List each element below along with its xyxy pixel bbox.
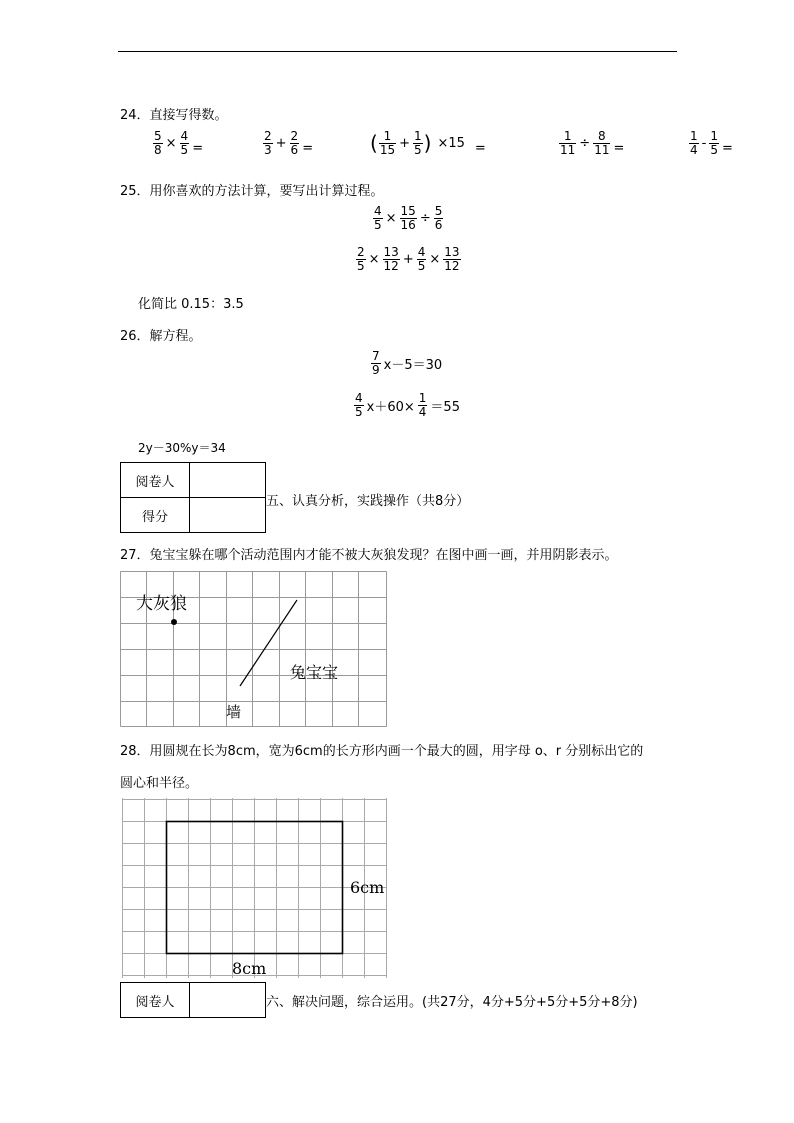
fraction: $\frac{4}{5}$ xyxy=(417,245,426,273)
wall-line xyxy=(240,600,297,686)
width-label: 8cm xyxy=(232,959,267,978)
fraction: $\frac{1}{5}$ xyxy=(414,129,422,157)
q25-title: 25．用你喜欢的方法计算，要写出计算过程。 xyxy=(120,184,384,199)
fraction: $\frac{1}{4}$ xyxy=(690,129,698,157)
fraction: $\frac{2}{3}$ xyxy=(264,129,272,157)
q24-item-1: $\frac{5}{8}$ × $\frac{4}{5}$ = xyxy=(154,129,204,157)
q25-expr-1: $\frac{4}{5}$ × $\frac{15}{16}$ ÷ $\frac{5}{6}$ xyxy=(374,204,443,232)
q28-grid-figure xyxy=(120,798,388,980)
q26-eq-3: 2y－30%y＝34 xyxy=(138,441,226,455)
fraction: $\frac{4}{5}$ xyxy=(355,391,363,419)
height-label: 6cm xyxy=(350,878,385,897)
q24-item-3: ( $\frac{1}{15}$ + $\frac{1}{5}$ ) ×15 = xyxy=(370,129,486,157)
q24-item-2: $\frac{2}{3}$ + $\frac{2}{6}$ = xyxy=(264,129,314,157)
q25-expr-2: $\frac{2}{5}$ × $\frac{13}{12}$ + $\frac{4}{5}$ × $\frac{13}{12}$ xyxy=(357,245,460,273)
reviewer-field xyxy=(190,983,266,1018)
q24-item-5: $\frac{1}{4}$ - $\frac{1}{5}$ = xyxy=(690,129,733,157)
score-box xyxy=(120,462,266,533)
fraction: $\frac{8}{11}$ xyxy=(594,129,610,157)
q28-title-line-2: 圆心和半径。 xyxy=(120,776,199,791)
fraction: $\frac{4}{5}$ xyxy=(374,204,382,232)
q24-title: 24．直接写得数。 xyxy=(120,108,228,123)
fraction: $\frac{1}{4}$ xyxy=(418,391,427,419)
score-label: 得分 xyxy=(121,498,190,533)
fraction: $\frac{5}{8}$ xyxy=(154,129,162,157)
q27-grid-figure xyxy=(120,571,388,727)
fraction: $\frac{15}{16}$ xyxy=(400,204,416,232)
q26-eq-2: $\frac{4}{5}$ x＋60× $\frac{1}{4}$ ＝55 xyxy=(355,391,460,419)
fraction: $\frac{13}{12}$ xyxy=(383,245,399,273)
fraction: $\frac{4}{5}$ xyxy=(180,129,189,157)
q26-title: 26．解方程。 xyxy=(120,329,202,344)
fraction: $\frac{13}{12}$ xyxy=(444,245,460,273)
score-field xyxy=(190,498,266,533)
reviewer-label: 阅卷人 xyxy=(121,463,190,498)
wolf-point xyxy=(171,619,177,625)
rabbit-label: 兔宝宝 xyxy=(290,663,339,682)
fraction: $\frac{1}{15}$ xyxy=(379,129,396,157)
fraction: $\frac{5}{6}$ xyxy=(434,204,443,232)
q27-title: 27．兔宝宝躲在哪个活动范围内才能不被大灰狼发现？在图中画一画，并用阴影表示。 xyxy=(120,548,618,563)
fraction: $\frac{2}{5}$ xyxy=(357,245,365,273)
fraction: $\frac{1}{5}$ xyxy=(710,129,718,157)
score-box-2 xyxy=(120,982,266,1018)
q24-item-4: $\frac{1}{11}$ ÷ $\frac{8}{11}$ = xyxy=(560,129,625,157)
reviewer-label: 阅卷人 xyxy=(121,983,190,1018)
section-5-title: 五、认真分析，实践操作（共8分） xyxy=(266,494,470,509)
reviewer-field xyxy=(190,463,266,498)
fraction: $\frac{1}{11}$ xyxy=(560,129,576,157)
header-rule xyxy=(118,51,677,52)
q26-eq-1: $\frac{7}{9}$ x－5＝30 xyxy=(372,349,443,377)
section-6-title: 六、解决问题，综合运用。(共27分，4分+5分+5分+5分+8分) xyxy=(266,995,638,1010)
wall-label: 墙 xyxy=(226,703,242,721)
grid-lines xyxy=(122,798,387,978)
fraction: $\frac{7}{9}$ xyxy=(372,349,380,377)
fraction: $\frac{2}{6}$ xyxy=(290,129,299,157)
q28-title-line-1: 28．用圆规在长为8cm，宽为6cm的长方形内画一个最大的圆，用字母 o、r 分别标出它的 xyxy=(120,744,644,759)
q25-ratio: 化简比 0.15：3.5 xyxy=(138,297,244,312)
wolf-label: 大灰狼 xyxy=(136,594,187,614)
